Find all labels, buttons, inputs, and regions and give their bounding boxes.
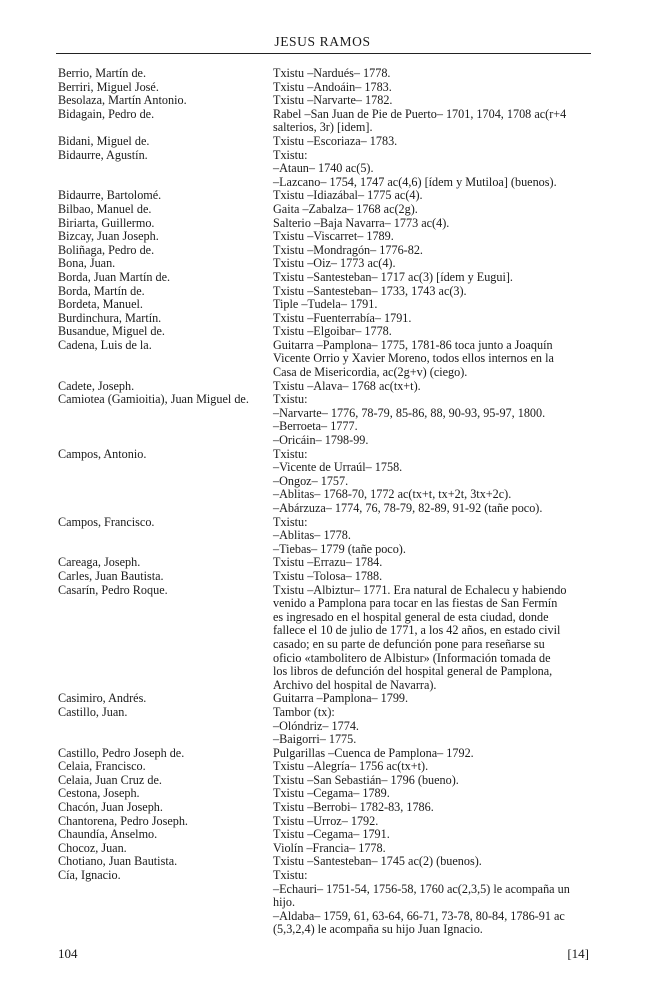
entry-name: Cadete, Joseph. (58, 378, 135, 393)
entry-line: –Echauri– 1751-54, 1756-58, 1760 ac(2,3,5) le acompaña un (273, 881, 570, 896)
entry-description (273, 774, 590, 788)
entry-description (273, 189, 590, 203)
entry-row (58, 189, 590, 203)
entry-line: Tambor (tx): (273, 704, 335, 719)
entry-name: Casarín, Pedro Roque. (58, 582, 168, 597)
entry-line: salterios, 3r) [idem]. (273, 120, 373, 135)
entry-description (273, 94, 590, 108)
entry-name: Borda, Martín de. (58, 283, 145, 298)
entry-description (273, 298, 590, 312)
entry-line: –Narvarte– 1776, 78-79, 85-86, 88, 90-93, 95-97, 1800. (273, 405, 546, 420)
entry-line: Txistu –Oiz– 1773 ac(4). (273, 256, 396, 271)
entry-description (273, 244, 590, 258)
entry-line: Guitarra –Pamplona– 1775, 1781-86 toca junto a Joaquín (273, 337, 553, 352)
entry-row (58, 285, 590, 299)
entry-name: Bidani, Miguel de. (58, 133, 150, 148)
entry-name: Berriri, Miguel José. (58, 79, 159, 94)
entry-row (58, 67, 590, 81)
entry-description (273, 815, 590, 829)
entry-row (58, 312, 590, 326)
entry-line: –Ablitas– 1778. (273, 528, 351, 543)
entry-description (273, 81, 590, 95)
running-header: JESUS RAMOS (274, 34, 371, 49)
entry-row (58, 869, 590, 937)
entry-line: hijo. (273, 895, 296, 910)
entry-row (58, 298, 590, 312)
entry-line: Salterio –Baja Navarra– 1773 ac(4). (273, 215, 450, 230)
entry-line: oficio «tambolitero de Albistur» (Información tomada de (273, 650, 551, 665)
entry-description (273, 203, 590, 217)
entry-line: casado; en su parte de defunción pone para reseñarse su (273, 636, 545, 651)
entry-row (58, 815, 590, 829)
entry-line: –Vicente de Urraúl– 1758. (273, 460, 403, 475)
entry-row (58, 81, 590, 95)
entry-line: Pulgarillas –Cuenca de Pamplona– 1792. (273, 745, 474, 760)
entry-description (273, 135, 590, 149)
entry-line: –Berroeta– 1777. (273, 419, 358, 434)
entry-line: Txistu –Santesteban– 1717 ac(3) [ídem y Eugui]. (273, 269, 513, 284)
entry-description (273, 556, 590, 570)
entry-description (273, 393, 590, 447)
entry-line: Txistu –Santesteban– 1745 ac(2) (buenos). (273, 854, 482, 869)
entry-description (273, 842, 590, 856)
entry-line: (5,3,2,4) le acompaña su hijo Juan Ignacio. (273, 922, 483, 937)
entry-line: Txistu –Mondragón– 1776-82. (273, 242, 423, 257)
entry-name: Biriarta, Guillermo. (58, 215, 155, 230)
entry-row (58, 271, 590, 285)
entry-line: Txistu: (273, 868, 308, 883)
entry-name: Bilbao, Manuel de. (58, 201, 152, 216)
entry-description (273, 257, 590, 271)
entry-line: Archivo del hospital de Navarra). (273, 677, 437, 692)
entry-line: Txistu –Viscarret– 1789. (273, 229, 394, 244)
entry-description (273, 217, 590, 231)
entry-name: Berrio, Martín de. (58, 66, 146, 80)
entry-name: Cía, Ignacio. (58, 868, 121, 883)
entry-row (58, 828, 590, 842)
entry-line: Rabel –San Juan de Pie de Puerto– 1701, 1704, 1708 ac(r+4 (273, 106, 567, 121)
entry-row (58, 570, 590, 584)
entry-line: Txistu: (273, 147, 308, 162)
entry-line: Txistu –Elgoibar– 1778. (273, 324, 392, 339)
entry-name: Besolaza, Martín Antonio. (58, 93, 187, 108)
entry-row (58, 760, 590, 774)
entry-description (273, 787, 590, 801)
entry-line: Txistu –Narvarte– 1782. (273, 93, 393, 108)
entry-row (58, 325, 590, 339)
entry-description (273, 570, 590, 584)
entry-name: Careaga, Joseph. (58, 555, 141, 570)
entry-row (58, 339, 590, 380)
entry-line: Txistu: (273, 514, 308, 529)
entry-line: Txistu –Tolosa– 1788. (273, 568, 383, 583)
entry-name: Carles, Juan Bautista. (58, 568, 164, 583)
entry-line: –Lazcano– 1754, 1747 ac(4,6) [ídem y Mutiloa] (buenos). (273, 174, 557, 189)
entry-name: Bona, Juan. (58, 256, 116, 271)
entry-line: Txistu –Alava– 1768 ac(tx+t). (273, 378, 421, 393)
entry-description (273, 339, 590, 380)
entry-line: Guitarra –Pamplona– 1799. (273, 691, 409, 706)
entry-row (58, 149, 590, 190)
entry-line: Txistu –Nardués– 1778. (273, 66, 391, 80)
entry-name: Cestona, Joseph. (58, 786, 140, 801)
entry-line: es ingresado en el hospital general de esta ciudad, donde (273, 609, 549, 624)
entry-name: Bidaurre, Bartolomé. (58, 188, 162, 203)
entry-line: –Aldaba– 1759, 61, 63-64, 66-71, 73-78, 80-84, 1786-91 ac (273, 908, 565, 923)
entry-name: Chacón, Juan Joseph. (58, 800, 163, 815)
entry-row (58, 556, 590, 570)
entry-name: Celaia, Juan Cruz de. (58, 772, 162, 787)
entry-description (273, 67, 590, 81)
entry-description (273, 448, 590, 516)
entry-line: –Olóndriz– 1774. (273, 718, 359, 733)
entry-line: Txistu –Santesteban– 1733, 1743 ac(3). (273, 283, 467, 298)
entry-line: Txistu –Berrobi– 1782-83, 1786. (273, 800, 434, 815)
entry-row (58, 706, 590, 747)
entry-description (273, 149, 590, 190)
entry-line: Tiple –Tudela– 1791. (273, 297, 378, 312)
entry-line: Casa de Misericordia, ac(2g+v) (ciego). (273, 365, 468, 380)
entry-line: venido a Pamplona para tocar en las fiestas de San Fermín (273, 596, 558, 611)
entry-description (273, 271, 590, 285)
page-number: 104 (58, 946, 78, 961)
entry-description (273, 855, 590, 869)
entry-name: Castillo, Juan. (58, 704, 128, 719)
entry-line: –Oricáin– 1798-99. (273, 433, 369, 448)
entry-name: Cadena, Luis de la. (58, 337, 152, 352)
entry-row (58, 516, 590, 557)
entry-row (58, 244, 590, 258)
entry-line: –Ablitas– 1768-70, 1772 ac(tx+t, tx+2t, 3tx+2c). (273, 487, 512, 502)
entry-name: Casimiro, Andrés. (58, 691, 147, 706)
entry-row (58, 584, 590, 693)
entry-name: Chocoz, Juan. (58, 840, 127, 855)
entry-description (273, 325, 590, 339)
entry-line: Txistu –Andoáin– 1783. (273, 79, 392, 94)
entry-row (58, 787, 590, 801)
entry-line: fallece el 10 de julio de 1771, a los 42 años, en estado civil (273, 623, 561, 638)
entry-row (58, 692, 590, 706)
entry-line: –Ongoz– 1757. (273, 473, 349, 488)
entry-line: Txistu –Cegama– 1791. (273, 827, 390, 842)
entry-row (58, 94, 590, 108)
bracket-page-number: [14] (567, 946, 589, 961)
entry-line: Txistu –Idiazábal– 1775 ac(4). (273, 188, 423, 203)
entry-line: Vicente Orrio y Xavier Moreno, todos ellos internos en la (273, 351, 554, 366)
entry-line: Gaita –Zabalza– 1768 ac(2g). (273, 201, 418, 216)
entry-description (273, 108, 590, 135)
entry-name: Bizcay, Juan Joseph. (58, 229, 159, 244)
entry-row (58, 393, 590, 447)
entry-name: Boliñaga, Pedro de. (58, 242, 155, 257)
entry-description (273, 747, 590, 761)
entry-line: los libros de defunción del hospital general de Pamplona, (273, 664, 553, 679)
entry-row (58, 842, 590, 856)
entry-row (58, 108, 590, 135)
entry-row (58, 448, 590, 516)
entry-description (273, 760, 590, 774)
entry-description (273, 869, 590, 937)
entry-name: Borda, Juan Martín de. (58, 269, 171, 284)
header-rule (56, 53, 591, 54)
entry-line: Txistu –San Sebastián– 1796 (bueno). (273, 772, 459, 787)
entry-name: Campos, Francisco. (58, 514, 155, 529)
entry-description (273, 828, 590, 842)
entry-description (273, 312, 590, 326)
entry-line: Txistu –Fuenterrabía– 1791. (273, 310, 412, 325)
entry-row (58, 774, 590, 788)
entry-description (273, 285, 590, 299)
entry-row (58, 747, 590, 761)
entry-line: –Abárzuza– 1774, 76, 78-79, 82-89, 91-92 (tañe poco). (273, 501, 543, 515)
entry-description (273, 692, 590, 706)
entry-line: –Baigorri– 1775. (273, 732, 357, 747)
entry-line: –Tiebas– 1779 (tañe poco). (273, 541, 406, 556)
entry-row (58, 203, 590, 217)
entry-line: Txistu –Cegama– 1789. (273, 786, 390, 801)
entry-name: Celaia, Francisco. (58, 759, 146, 774)
entry-line: Txistu –Albiztur– 1771. Era natural de Echalecu y habiendo (273, 582, 567, 597)
entry-row (58, 855, 590, 869)
entry-line: –Ataun– 1740 ac(5). (273, 161, 374, 176)
entry-row (58, 217, 590, 231)
entry-row (58, 135, 590, 149)
entry-line: Violín –Francia– 1778. (273, 840, 386, 855)
entry-name: Bidaurre, Agustín. (58, 147, 148, 162)
entry-description (273, 230, 590, 244)
entry-description (273, 706, 590, 747)
entry-line: Txistu –Errazu– 1784. (273, 555, 383, 570)
entry-name: Chaundía, Anselmo. (58, 827, 158, 842)
entry-list (58, 67, 590, 937)
entry-name: Camiotea (Gamioitia), Juan Miguel de. (58, 392, 249, 407)
entry-description (273, 801, 590, 815)
entry-line: Txistu: (273, 392, 308, 407)
entry-row (58, 230, 590, 244)
entry-description (273, 516, 590, 557)
entry-description (273, 584, 590, 693)
entry-name: Campos, Antonio. (58, 446, 147, 461)
entry-name: Burdinchura, Martín. (58, 310, 162, 325)
entry-name: Bordeta, Manuel. (58, 297, 143, 312)
entry-row (58, 257, 590, 271)
entry-name: Chantorena, Pedro Joseph. (58, 813, 188, 828)
entry-line: Txistu –Escoriaza– 1783. (273, 133, 398, 148)
entry-line: Txistu –Urroz– 1792. (273, 813, 379, 828)
entry-row (58, 380, 590, 394)
entry-row (58, 801, 590, 815)
entry-line: Txistu: (273, 446, 308, 461)
entry-name: Busandue, Miguel de. (58, 324, 165, 339)
entry-name: Castillo, Pedro Joseph de. (58, 745, 185, 760)
entry-description (273, 380, 590, 394)
entry-name: Chotiano, Juan Bautista. (58, 854, 178, 869)
entry-name: Bidagain, Pedro de. (58, 106, 155, 121)
entry-line: Txistu –Alegría– 1756 ac(tx+t). (273, 759, 429, 774)
